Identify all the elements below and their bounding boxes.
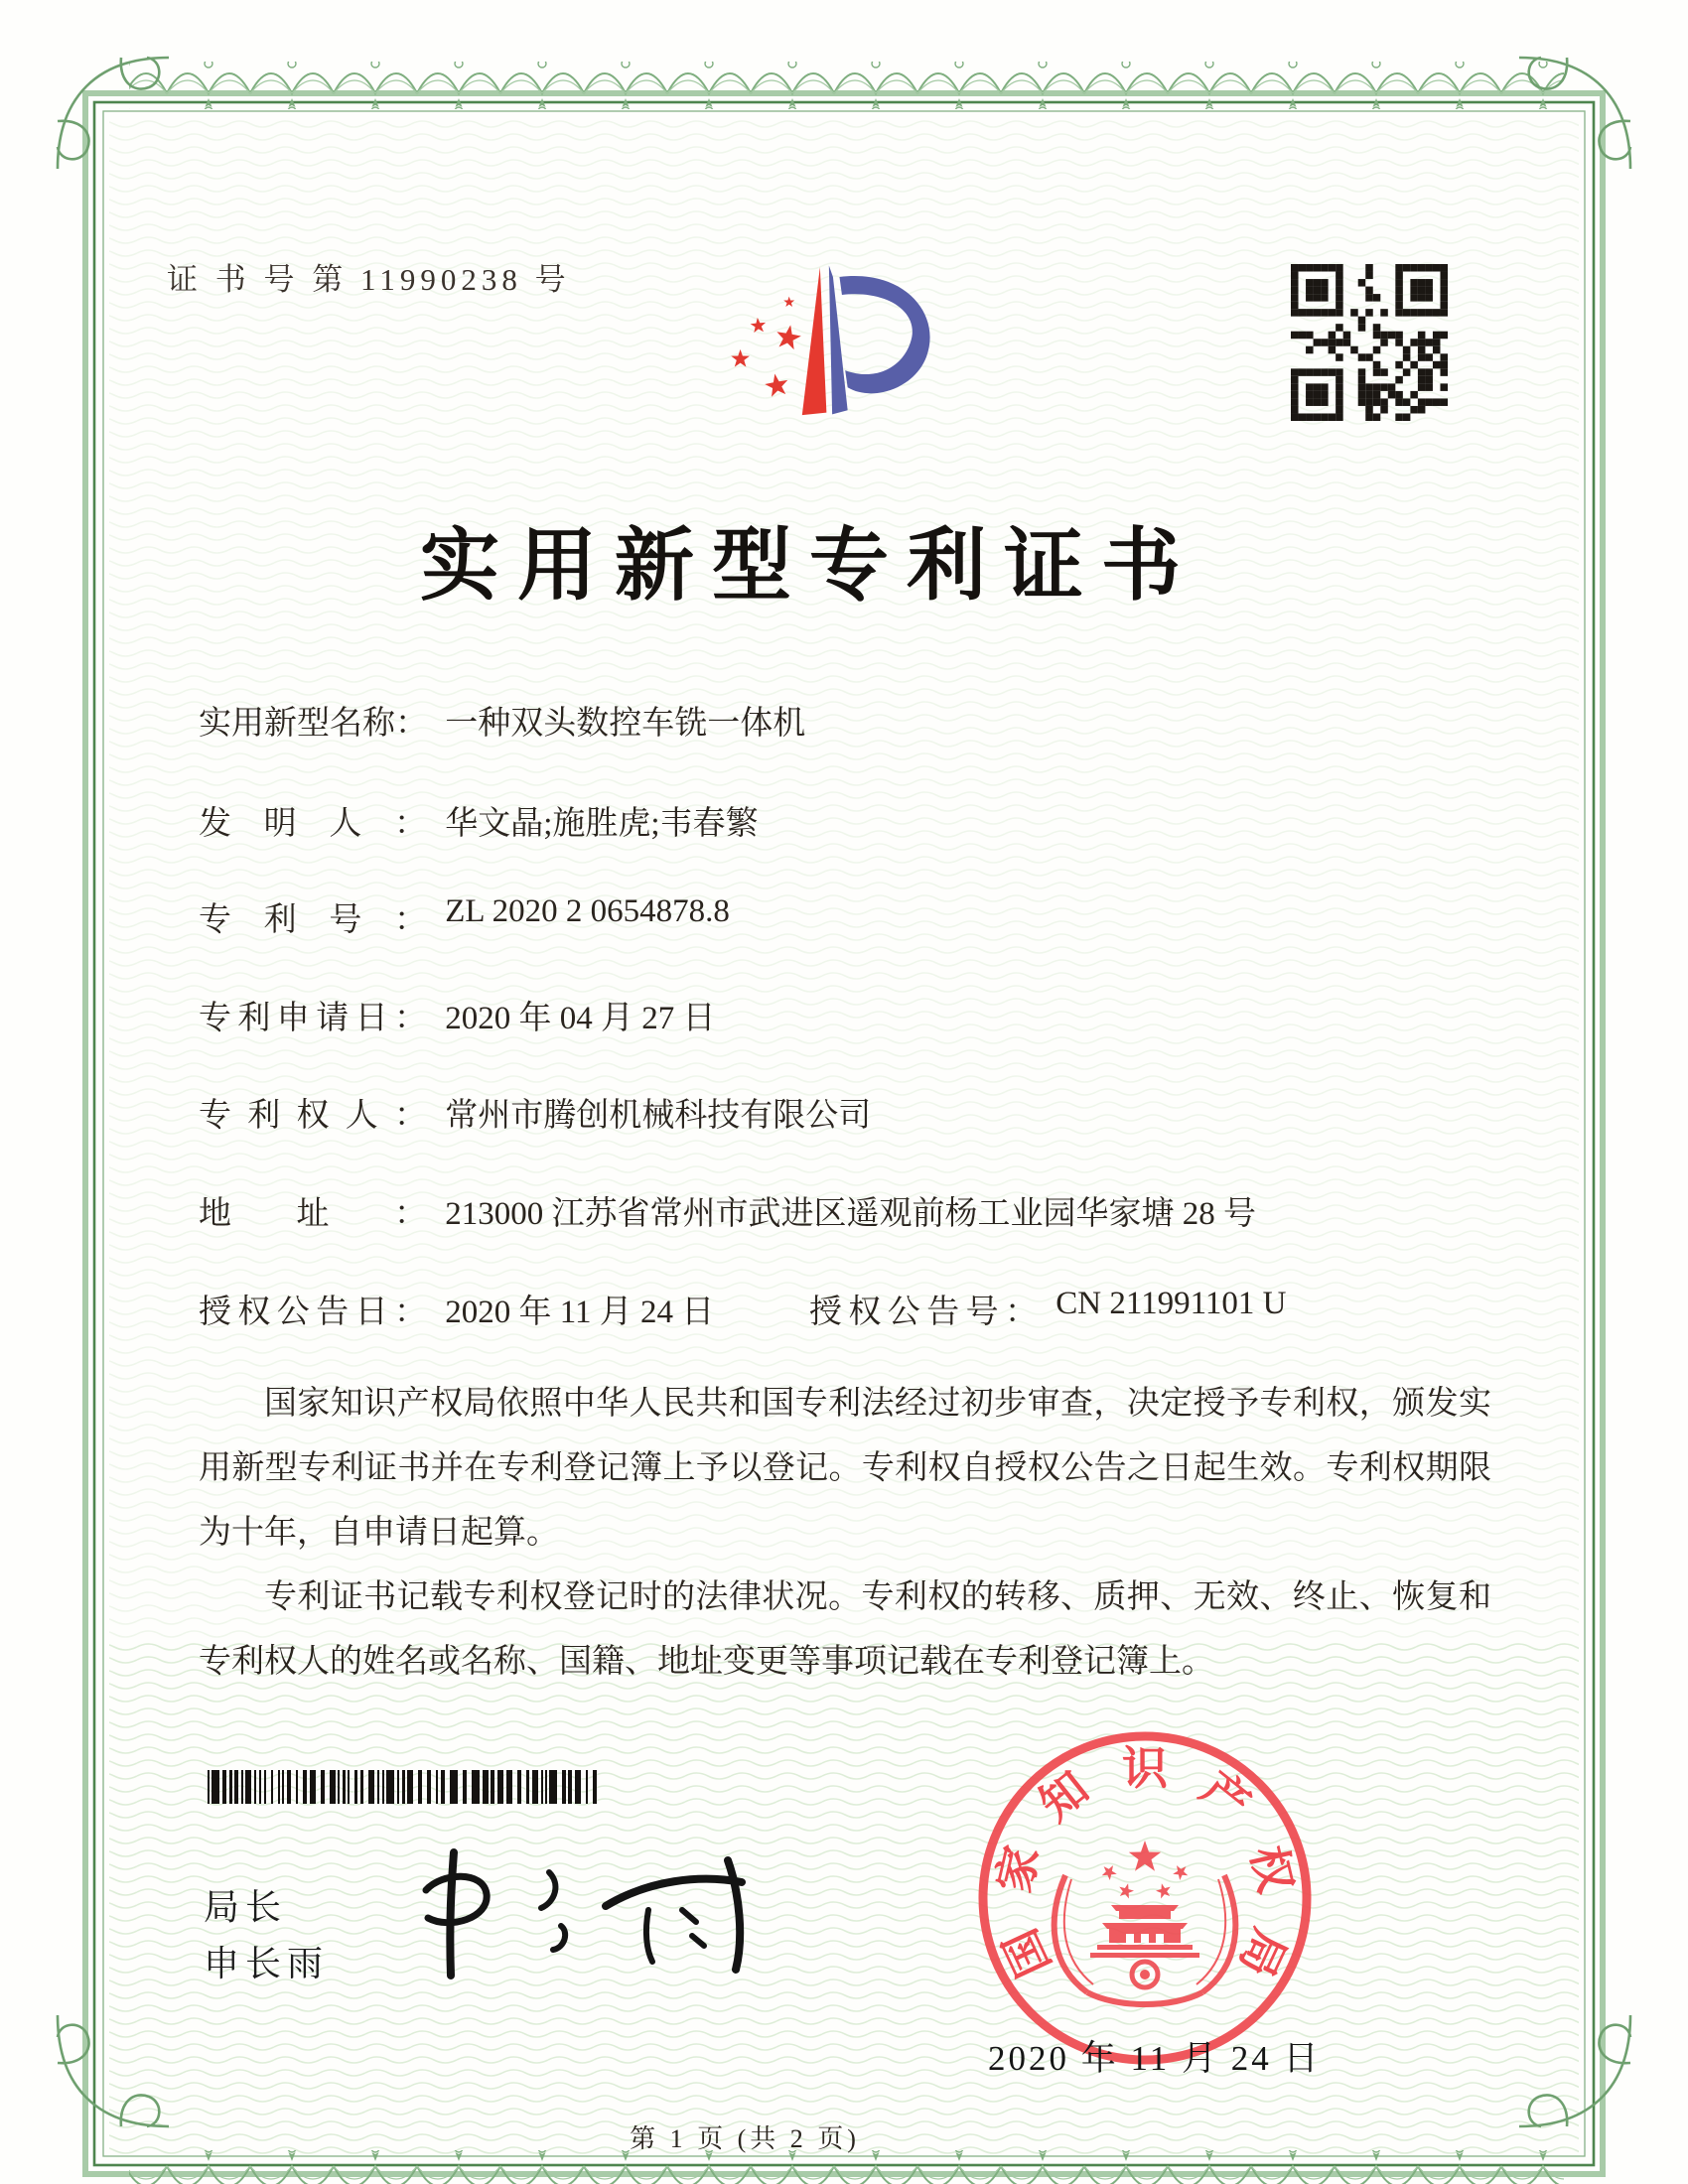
director-signature xyxy=(392,1839,819,1987)
seal-char: 识 xyxy=(1122,1743,1168,1794)
cnipa-logo-icon xyxy=(680,240,940,457)
field-value: 一种双头数控车铣一体机 xyxy=(445,706,806,742)
legal-paragraph-1: 国家知识产权局依照中华人民共和国专利法经过初步审查，决定授予专利权，颁发实用新型专利证书并在专利登记簿上予以登记。专利权自授权公告之日起生效。专利权期限为十年，自申请日起算。 xyxy=(199,1386,1491,1551)
legal-paragraph-2: 专利证书记载专利权登记时的法律状况。专利权的转移、质押、无效、终止、恢复和专利权人的姓名或名称、国籍、地址变更等事项记载在专利登记簿上。 xyxy=(199,1579,1491,1680)
field-label: 发明人： xyxy=(199,806,427,842)
director-name: 申长雨 xyxy=(204,1943,330,1983)
director-title-label: 局长 xyxy=(204,1886,288,1927)
field-row-patentee xyxy=(199,1089,871,1133)
qr-code xyxy=(1291,264,1448,421)
field-value: ZL 2020 2 0654878.8 xyxy=(445,893,730,929)
field-value: 2020 年 04 月 27 日 xyxy=(445,1001,716,1036)
field-row-grant-date xyxy=(199,1286,1287,1330)
field-value: CN 211991101 U xyxy=(1055,1286,1287,1321)
field-grant-number xyxy=(809,1286,1286,1332)
field-label: 专利权人： xyxy=(199,1098,427,1134)
seal-char: 权 xyxy=(1241,1841,1302,1897)
certificate-number: 证 书 号 第 11990238 号 xyxy=(167,262,571,297)
seal-char: 局 xyxy=(1229,1921,1296,1984)
field-row-utility-name xyxy=(199,697,805,741)
field-label: 授权公告日： xyxy=(199,1295,427,1330)
field-label: 授权公告号： xyxy=(809,1295,1038,1330)
seal-char: 家 xyxy=(988,1841,1049,1897)
page-footer: 第 1 页 (共 2 页) xyxy=(630,2124,860,2153)
field-label: 专利号： xyxy=(199,902,427,938)
field-value: 华文晶;施胜虎;韦春繁 xyxy=(445,806,759,842)
field-row-address xyxy=(199,1187,1256,1231)
logo-blue-bowl xyxy=(839,276,929,393)
seal-date: 2020 年 11 月 24 日 xyxy=(988,2039,1322,2078)
certificate-title: 实用新型专利证书 xyxy=(420,523,1198,611)
seal-char: 国 xyxy=(994,1921,1060,1984)
field-label: 专利申请日： xyxy=(199,1001,427,1036)
field-label: 实用新型名称： xyxy=(199,706,428,742)
logo-red-cone xyxy=(802,267,827,415)
field-value: 213000 江苏省常州市武进区遥观前杨工业园华家塘 28 号 xyxy=(445,1196,1256,1232)
official-seal xyxy=(971,1724,1319,2072)
field-row-inventors xyxy=(199,797,759,841)
legal-text xyxy=(199,1372,1491,1695)
seal-char: 产 xyxy=(1192,1762,1260,1832)
field-row-filing-date xyxy=(199,992,716,1035)
field-value: 常州市腾创机械科技有限公司 xyxy=(445,1098,872,1134)
field-row-patent-number xyxy=(199,893,730,937)
national-emblem xyxy=(1055,1841,1236,2004)
field-value: 2020 年 11 月 24 日 xyxy=(445,1295,715,1330)
field-label: 地址： xyxy=(199,1196,427,1232)
seal-char: 知 xyxy=(1030,1762,1098,1832)
barcode xyxy=(204,1770,607,1804)
